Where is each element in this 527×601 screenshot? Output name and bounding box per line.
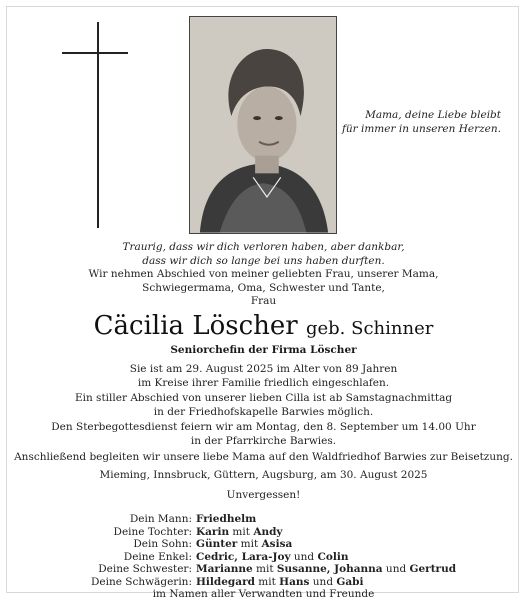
death-line: Sie ist am 29. August 2025 im Alter von 89 Jahren: [129, 363, 398, 375]
mourner-relation: Dein Mann:: [129, 513, 192, 525]
mourner-relation: Deine Enkel:: [123, 550, 192, 563]
farewell-notice: [0, 392, 527, 419]
mourner-names: [196, 526, 527, 539]
death-line: im Kreise ihrer Familie friedlich eingeschlafen.: [137, 376, 390, 389]
mourner-connector: und: [290, 550, 318, 563]
mourner-row: [0, 526, 527, 539]
deceased-name: [0, 311, 527, 344]
mourner-name: Karin: [196, 525, 230, 538]
mourner-names: [196, 551, 527, 564]
place-date: Mieming, Innsbruck, Güttern, Augsburg, am 30. August 2025: [99, 469, 428, 481]
side-quote-line: für immer in unseren Herzen.: [341, 123, 501, 135]
mourner-connector: und: [382, 563, 410, 575]
mourner-row: [0, 551, 527, 564]
mourner-row: [0, 538, 527, 551]
mourner-relation: Dein Sohn:: [133, 538, 192, 550]
mourner-name: Gabi: [336, 575, 364, 588]
mourner-name: Günter: [196, 538, 238, 550]
intro-quote: [0, 241, 527, 268]
mourner-relation: Deine Schwester:: [98, 563, 192, 575]
mourner-name: Asisa: [261, 538, 293, 550]
service-line: in der Pfarrkirche Barwies.: [190, 434, 337, 447]
cross-icon-bar: [62, 52, 128, 54]
mourners-list: [0, 513, 527, 601]
intro-text: [0, 268, 527, 309]
farewell-line: Ein stiller Abschied von unserer lieben Cilla ist ab Samstagnachmittag: [74, 392, 453, 404]
mourner-row: [0, 563, 527, 576]
mourner-row: [0, 513, 527, 526]
mourner-name: Colin: [317, 550, 349, 563]
closing-line: im Namen aller Verwandten und Freunde: [152, 588, 375, 600]
mourner-connector: mit: [229, 525, 254, 538]
mourner-names: [196, 538, 527, 551]
mourner-relation: Deine Tochter:: [113, 525, 192, 538]
intro-line: Frau: [250, 295, 277, 307]
mourner-connector: mit: [252, 563, 277, 575]
name: Cäcilia Löscher: [93, 311, 298, 341]
side-quote-line: Mama, deine Liebe bleibt: [365, 109, 501, 121]
mourner-connector: und: [309, 575, 337, 588]
mourner-connector: mit: [237, 538, 262, 550]
service-line: Den Sterbegottesdienst feiern wir am Montag, den 8. September um 14.00 Uhr: [51, 421, 476, 433]
intro-quote-line: Traurig, dass wir dich verloren haben, aber dankbar,: [122, 241, 405, 253]
mourner-name: Hans: [279, 575, 310, 588]
mourner-name: Friedhelm: [196, 513, 257, 525]
mourner-name: Marianne: [196, 563, 253, 575]
mourner-name: Cedric, Lara-Joy: [196, 550, 291, 563]
intro-line: Wir nehmen Abschied von meiner geliebten Frau, unserer Mama,: [88, 268, 439, 280]
mourner-connector: mit: [254, 575, 280, 588]
mourner-name: Susanne, Johanna: [276, 563, 383, 575]
service-notice: [0, 421, 527, 448]
mourner-name: Andy: [253, 525, 283, 538]
mourner-relation: Deine Schwägerin:: [90, 575, 192, 588]
mourner-names: [196, 563, 527, 576]
mourner-row: [0, 576, 527, 589]
side-quote: [342, 108, 501, 136]
portrait-photo: [189, 16, 337, 234]
intro-line: Schwiegermama, Oma, Schwester und Tante,: [142, 281, 385, 294]
portrait-illustration: [190, 17, 336, 233]
death-notice: [0, 363, 527, 390]
mourner-names: [196, 576, 527, 589]
farewell-line: in der Friedhofskapelle Barwies möglich.: [153, 405, 374, 418]
burial-notice: Anschließend begleiten wir unsere liebe Mama auf den Waldfriedhof Barwies zur Beisetzung.: [14, 451, 513, 463]
mourner-name: Gertrud: [409, 563, 457, 575]
mourner-names: [196, 513, 527, 526]
birth-name: geb. Schinner: [305, 318, 434, 339]
unvergessen: Unvergessen!: [226, 489, 301, 501]
intro-quote-line: dass wir dich so lange bei uns haben durften.: [142, 254, 385, 267]
role: Seniorchefin der Firma Löscher: [170, 344, 357, 356]
mourner-name: Hildegard: [196, 575, 255, 588]
